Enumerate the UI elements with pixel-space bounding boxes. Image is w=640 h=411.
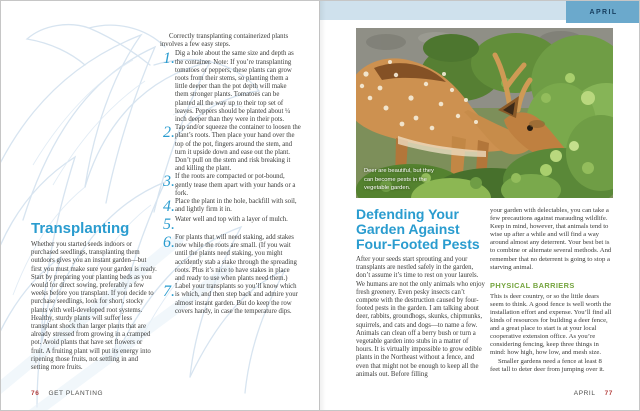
article-column-2 <box>490 207 613 374</box>
transplanting-section <box>31 221 157 372</box>
chapter-label: GET PLANTING <box>48 390 104 397</box>
subheading-physical-barriers: PHYSICAL BARRIERS <box>490 280 575 290</box>
step-text: Label your transplants so you’ll know which is which, and then step back and admire your almost instant garden. But do keep the row covers handy, in case the temperature dips. <box>175 283 298 315</box>
step-number: 4. <box>163 198 175 216</box>
step-number: 6. <box>163 234 175 252</box>
step-text: Water well and top with a layer of mulch. <box>175 216 288 224</box>
header-band <box>320 1 566 20</box>
step-text: For plants that will need staking, add stakes now while the roots are small. (If you wait until the plants need staking, you might accidently stab a stake through the spreading roots. Plus it’s nice to have stakes in place and ready to use when plants need them.) <box>175 234 297 283</box>
steps-column <box>160 33 301 316</box>
page-gutter-shadow <box>320 1 326 411</box>
step-number: 1. <box>163 50 175 68</box>
month-tab <box>566 1 640 23</box>
article-heading: Defending Your Garden Against Four-Footed Pests <box>356 206 480 252</box>
page-number-right: 77 <box>604 390 613 397</box>
step-number: 7. <box>163 283 175 301</box>
step-text: Place the plant in the hole, backfill with soil, and lightly firm it in. <box>175 198 297 214</box>
step-text: Dig a hole about the same size and depth as the container. Note: If you’re transplanting tomatoes or peppers, these plants can grow roots from their stems, so planting them a little deeper than the pot depth will make them stronger plants. Tomatoes can be planted all the way up to their top set of leaves. Peppers should be planted about ¼ inch deeper than they were in their pots. <box>175 50 294 124</box>
article-body: After your seeds start sprouting and your transplants are nestled safely in the garden, don’t assume it’s time to rest on your laurels. We humans are not the only animals who enjoy fresh greenery. Even pesky insects can’t compete with the destruction caused by four-footed pests in the garden. I am talking about deer, rabbits, groundhogs, skunks, chipmunks, squirrels, and cats and dogs—to name a few. Animals can clean off a berry bush or turn a vegetable garden into stubs in a matter of hours. It is virtually impossible to grow edible plants in the Northeast without a fence, and even that might not be enough to keep all the animals out. Before filling <box>356 256 485 378</box>
section-body: Whether you started seeds indoors or purchased seedlings, transplanting them outdoors gives you an instant garden—but first you must make sure your garden is ready. Start by preparing your planting beds as you would for direct sowing, preferably a few weeks before you transplant. If you decide to purchase seedlings, look for short, stocky plants with well-developed root systems. Healthy, sturdy plants will suffer less transplant shock than larger plants that are already stressed from growing in a cramped pot. Avoid plants that have set flowers or fruit. A fruiting plant will put its energy into ripening those fruits, not settling in and setting more fruits. <box>31 241 157 372</box>
section-heading-transplanting: Transplanting <box>31 220 130 237</box>
page-left <box>1 1 319 411</box>
physical-barriers-body: This is deer country, or so the little dears seem to think. A good fence is well worth the installation effort and expense. You’ll find all kinds of resources for building a deer fence, and a great place to start is at your local cooperative extension office. As you’re considering fencing, keep three things in mind: how high, how low, and mesh size. <box>490 292 612 357</box>
step-item-6 <box>160 234 301 283</box>
month-tab-label: APRIL <box>589 8 618 16</box>
step-item-7 <box>160 283 301 316</box>
page-number-left: 76 <box>31 390 40 397</box>
step-text: Tap and/or squeeze the container to loosen the plant’s roots. Then place your hand over the top of the pot, fingers around the stem, and turn it upside down and ease out the plant. Don’t pull on the stem and risk breaking it and killing the plant. <box>175 124 301 173</box>
step-item-3 <box>160 173 301 198</box>
intro-paragraph: Correctly transplanting containerized plants involves a few easy steps. <box>160 33 289 49</box>
step-item-2 <box>160 124 301 173</box>
step-item-4 <box>160 198 301 216</box>
step-text: If the roots are compacted or pot-bound, gently tease them apart with your hands or a fork. <box>175 173 296 197</box>
physical-barriers-body-2: Smaller gardens need a fence at least 8 feet tall to deter deer from jumping over it. <box>490 357 605 373</box>
step-item-5 <box>160 216 301 234</box>
steps-list <box>160 50 301 316</box>
footer-right <box>574 390 613 397</box>
step-number: 5. <box>163 216 175 234</box>
step-number: 3. <box>163 173 175 191</box>
photo-caption: Deer are beautiful, but they can become pests in the vegetable garden. <box>364 168 434 192</box>
footer-left <box>31 390 103 397</box>
step-number: 2. <box>163 124 175 142</box>
step-item-1 <box>160 50 301 124</box>
article-body-continued: your garden with delectables, you can take a few precautions against marauding wildlife. Keep in mind, however, that animals tend to wise up after a while and will find a way around almost any deterrent. Your best bet is to combine or alternate several methods. And remember that no deterrent is going to stop a starving animal. <box>490 207 612 271</box>
page-right <box>319 1 640 411</box>
month-label: APRIL <box>573 390 596 397</box>
article-column-1 <box>356 207 486 379</box>
deer-photo <box>356 28 613 198</box>
